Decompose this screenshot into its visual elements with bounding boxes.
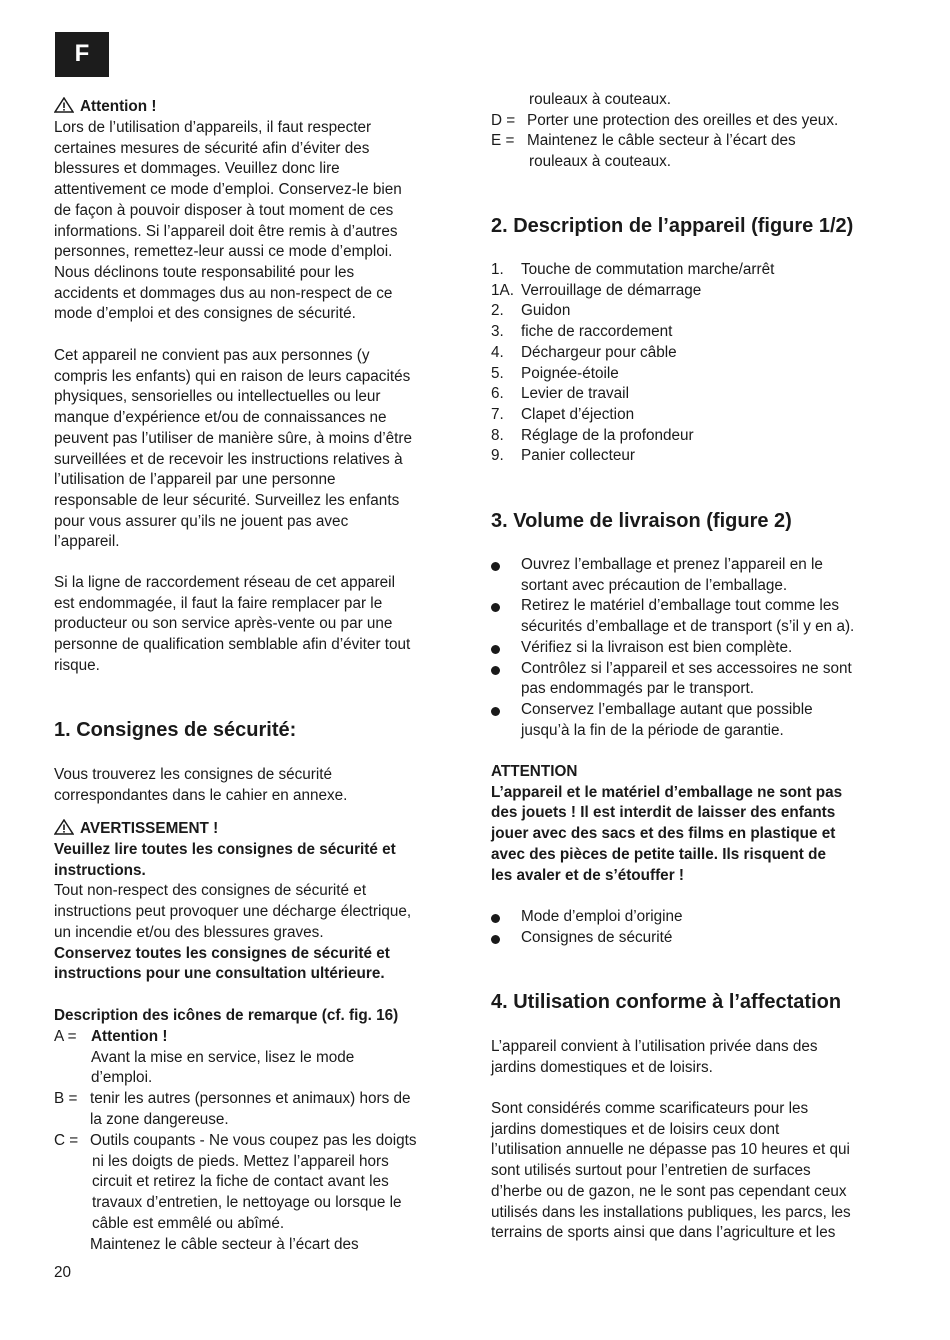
text-line: câble est emmêlé ou abîmé. (92, 1214, 285, 1232)
icon-key: D = (491, 112, 516, 129)
text-line: Ouvrez l’emballage et prenez l’appareil en le (521, 556, 823, 573)
bullet-icon (491, 707, 500, 716)
text-line: Maintenez le câble secteur à l’écart des (90, 1235, 359, 1253)
item-number: 4. (491, 343, 504, 361)
text-line: pas endommagés par le transport. (521, 680, 754, 698)
bullet-icon (491, 935, 500, 944)
text-line: manque d’expérience et/ou de connaissances ne (54, 409, 387, 427)
icons-list (54, 1027, 464, 1255)
warning-triangle-icon (54, 819, 74, 835)
text-line: Consignes de sécurité (521, 928, 673, 946)
section-3-heading: 3. Volume de livraison (figure 2) (491, 510, 792, 532)
item-number: 7. (491, 405, 504, 423)
text-line: Nous déclinons toute responsabilité pour les (54, 263, 355, 281)
text-line: jardins domestiques et de loisirs ceux dont (491, 1120, 780, 1138)
text-line: producteur ou son service après-vente ou par une (54, 615, 393, 633)
text-line: tenir les autres (personnes et animaux) hors de (90, 1090, 411, 1107)
delivery-list (491, 555, 911, 741)
text-line: blessures et dommages. Veuillez donc lire (54, 160, 340, 178)
item-label: Touche de commutation marche/arrêt (521, 261, 775, 278)
text-line: compris les enfants) qui en raison de leurs capacités (54, 367, 411, 385)
parts-list-item (491, 426, 774, 447)
documents-bullet-item (491, 928, 911, 949)
text-line: circuit et retirez la fiche de contact avant les (92, 1173, 389, 1191)
item-label: Réglage de la profondeur (521, 426, 694, 444)
item-number: 5. (491, 364, 504, 382)
text-line: jusqu’à la fin de la période de garantie. (521, 721, 784, 739)
text-line: attentivement ce mode d’emploi. Conservez-le bien (54, 181, 402, 199)
text-line: mode d’emploi et des consignes de sécurité. (54, 305, 356, 323)
text-line: certaines mesures de sécurité afin d’éviter des (54, 139, 370, 157)
item-label: Panier collecteur (521, 447, 635, 465)
documents-bullet-item (491, 907, 911, 928)
capability-paragraph (54, 346, 412, 553)
icons-description-title: Description des icônes de remarque (cf. fig. 16) (54, 1007, 399, 1024)
text-line: Conservez toutes les consignes de sécurité et (54, 944, 390, 962)
icon-key: E = (491, 132, 515, 149)
item-number: 1. (491, 261, 504, 278)
text-line: sont utilisés surtout pour l’entretien de surfaces (491, 1162, 811, 1180)
text-line: Contrôlez si l’appareil et ses accessoires ne sont (521, 659, 852, 677)
parts-list (491, 260, 774, 467)
text-line: Cet appareil ne convient pas aux personnes (y (54, 347, 370, 364)
text-line: Vous trouverez les consignes de sécurité (54, 766, 333, 783)
text-line: de façon à pouvoir disposer à tout moment de ces (54, 201, 394, 219)
cable-paragraph (54, 573, 410, 677)
text-line: des jouets ! Il est interdit de laisser des enfants (491, 804, 836, 822)
item-number: 2. (491, 302, 504, 320)
delivery-bullet-item (491, 596, 911, 637)
attention-heading (54, 97, 156, 118)
delivery-bullet-item (491, 638, 911, 659)
intro-paragraph (54, 118, 402, 325)
text-line: Porter une protection des oreilles et des yeux. (527, 112, 839, 129)
text-line: correspondantes dans le cahier en annexe. (54, 786, 348, 804)
attention-block (491, 762, 842, 886)
text-line: rouleaux à couteaux. (529, 152, 672, 170)
text-line: physiques, sensorielles ou intellectuelles ou leur (54, 388, 381, 406)
text-line: Lors de l’utilisation d’appareils, il faut respecter (54, 119, 372, 136)
c-continuation: rouleaux à couteaux. (529, 91, 672, 108)
text-line: Attention ! (91, 1028, 168, 1045)
text-line: peuvent pas l’utiliser de manière sûre, à moins d’être (54, 429, 412, 447)
text-line: instructions pour une consultation ultérieure. (54, 965, 385, 983)
item-number: 9. (491, 447, 504, 465)
icon-key: B = (54, 1090, 78, 1107)
text-line: la zone dangereuse. (90, 1110, 229, 1128)
text-line: Vérifiez si la livraison est bien complète. (521, 638, 793, 656)
text-line: un incendie et/ou des blessures graves. (54, 923, 324, 941)
item-number: 3. (491, 323, 504, 341)
icon-item-a (54, 1027, 464, 1089)
text-line: risque. (54, 656, 100, 674)
text-line: jardins domestiques et de loisirs. (491, 1058, 713, 1076)
text-line: personne de qualification semblable afin d’éviter tout (54, 636, 411, 654)
text-line: Retirez le matériel d’emballage tout comme les (521, 597, 839, 615)
text-line: accidents et dommages dus au non-respect de ce (54, 284, 393, 302)
text-line: Avant la mise en service, lisez le mode (91, 1048, 355, 1066)
text-line: personnes, remettez-leur aussi ce mode d’emploi. (54, 243, 393, 261)
delivery-bullet-item (491, 659, 911, 700)
text-line: Tout non-respect des consignes de sécurité et (54, 882, 367, 900)
text-line: les avaler et de s’étouffer ! (491, 866, 684, 884)
text-line: d’herbe ou de gazon, ne le sont pas cependant ceux (491, 1182, 847, 1200)
warning-block (54, 840, 411, 985)
text-line: instructions. (54, 861, 146, 879)
item-number: 6. (491, 385, 504, 403)
icon-key: A = (54, 1028, 77, 1045)
item-number: 1A. (491, 281, 514, 299)
icon-item-b (54, 1089, 464, 1131)
item-label: Levier de travail (521, 385, 629, 403)
text-line: Maintenez le câble secteur à l’écart des (527, 132, 796, 149)
icon-item-e (491, 131, 911, 173)
text-line: ni les doigts de pieds. Mettez l’appareil hors (92, 1152, 389, 1170)
parts-list-item (491, 322, 774, 343)
text-line: instructions peut provoquer une décharge électrique, (54, 903, 412, 921)
text-line: L’appareil et le matériel d’emballage ne sont pas (491, 783, 843, 801)
item-label: Verrouillage de démarrage (521, 281, 702, 299)
icon-item-d (491, 111, 911, 132)
parts-list-item (491, 301, 774, 322)
section-4-heading: 4. Utilisation conforme à l’affectation (491, 991, 842, 1013)
bullet-icon (491, 645, 500, 654)
item-number: 8. (491, 426, 504, 444)
attention-title: Attention ! (80, 98, 157, 115)
text-line: utilisés dans les installations publiques, les parcs, les (491, 1203, 851, 1221)
parts-list-item (491, 384, 774, 405)
parts-list-item (491, 281, 774, 302)
item-label: Poignée-étoile (521, 364, 619, 382)
text-line: sortant avec précaution de l’emballage. (521, 576, 788, 594)
warning-title: AVERTISSEMENT ! (80, 820, 219, 837)
warning-triangle-icon (54, 97, 74, 113)
documents-list (491, 907, 911, 948)
item-label: Déchargeur pour câble (521, 343, 677, 361)
text-line: l’appareil. (54, 533, 120, 551)
text-line: pour vous assurer qu’ils ne jouent pas avec (54, 512, 349, 530)
text-line: avec des pièces de petite taille. Ils risquent de (491, 845, 826, 863)
section-1-text (54, 765, 347, 806)
language-badge: F (55, 32, 109, 77)
text-line: L’appareil convient à l’utilisation privée dans des (491, 1038, 818, 1055)
item-label: Guidon (521, 302, 571, 320)
text-line: l’utilisation annuelle ne dépasse pas 10 heures et qui (491, 1141, 850, 1159)
warning-heading (54, 819, 218, 840)
parts-list-item (491, 446, 774, 467)
section-4-paragraph-1 (491, 1037, 818, 1078)
text-line: est endommagée, il faut la faire remplacer par le (54, 594, 383, 612)
text-line: responsable de leur sécurité. Surveillez les enfants (54, 491, 400, 509)
text-line: terrains de sports ainsi que dans l’agriculture et les (491, 1224, 836, 1242)
text-line: Veuillez lire toutes les consignes de sécurité et (54, 841, 396, 858)
section-2-heading: 2. Description de l’appareil (figure 1/2) (491, 215, 854, 237)
text-line: informations. Si l’appareil doit être remis à d’autres (54, 222, 398, 240)
text-line: surveillées et de recevoir les instructions relatives à (54, 450, 403, 468)
text-line: Outils coupants - Ne vous coupez pas les doigts (90, 1132, 417, 1149)
text-line: l’utilisation de l’appareil par une personne (54, 471, 336, 489)
bullet-icon (491, 666, 500, 675)
parts-list-item (491, 364, 774, 385)
parts-list-item (491, 405, 774, 426)
item-label: fiche de raccordement (521, 323, 673, 341)
text-line: sécurités d’emballage et de transport (s’il y en a). (521, 618, 855, 636)
bullet-icon (491, 914, 500, 923)
text-line: Conservez l’emballage autant que possible (521, 700, 813, 718)
parts-list-item (491, 260, 774, 281)
text-line: Mode d’emploi d’origine (521, 908, 683, 925)
text-line: d’emploi. (91, 1069, 153, 1087)
section-4-paragraph-2 (491, 1099, 851, 1244)
section-1-heading: 1. Consignes de sécurité: (54, 719, 297, 741)
icon-key: C = (54, 1132, 79, 1149)
item-label: Clapet d’éjection (521, 405, 635, 423)
text-line: Si la ligne de raccordement réseau de cet appareil (54, 574, 395, 591)
parts-list-item (491, 343, 774, 364)
bullet-icon (491, 603, 500, 612)
page-number: 20 (54, 1264, 72, 1281)
bullet-icon (491, 562, 500, 571)
text-line: Sont considérés comme scarificateurs pour les (491, 1100, 809, 1117)
icon-item-c (54, 1131, 464, 1255)
attention-title: ATTENTION (491, 763, 578, 780)
delivery-bullet-item (491, 555, 911, 596)
delivery-bullet-item (491, 700, 911, 741)
text-line: jouer avec des sacs et des films en plastique et (491, 825, 836, 843)
text-line: travaux d’entretien, le nettoyage ou lorsque le (92, 1194, 402, 1212)
